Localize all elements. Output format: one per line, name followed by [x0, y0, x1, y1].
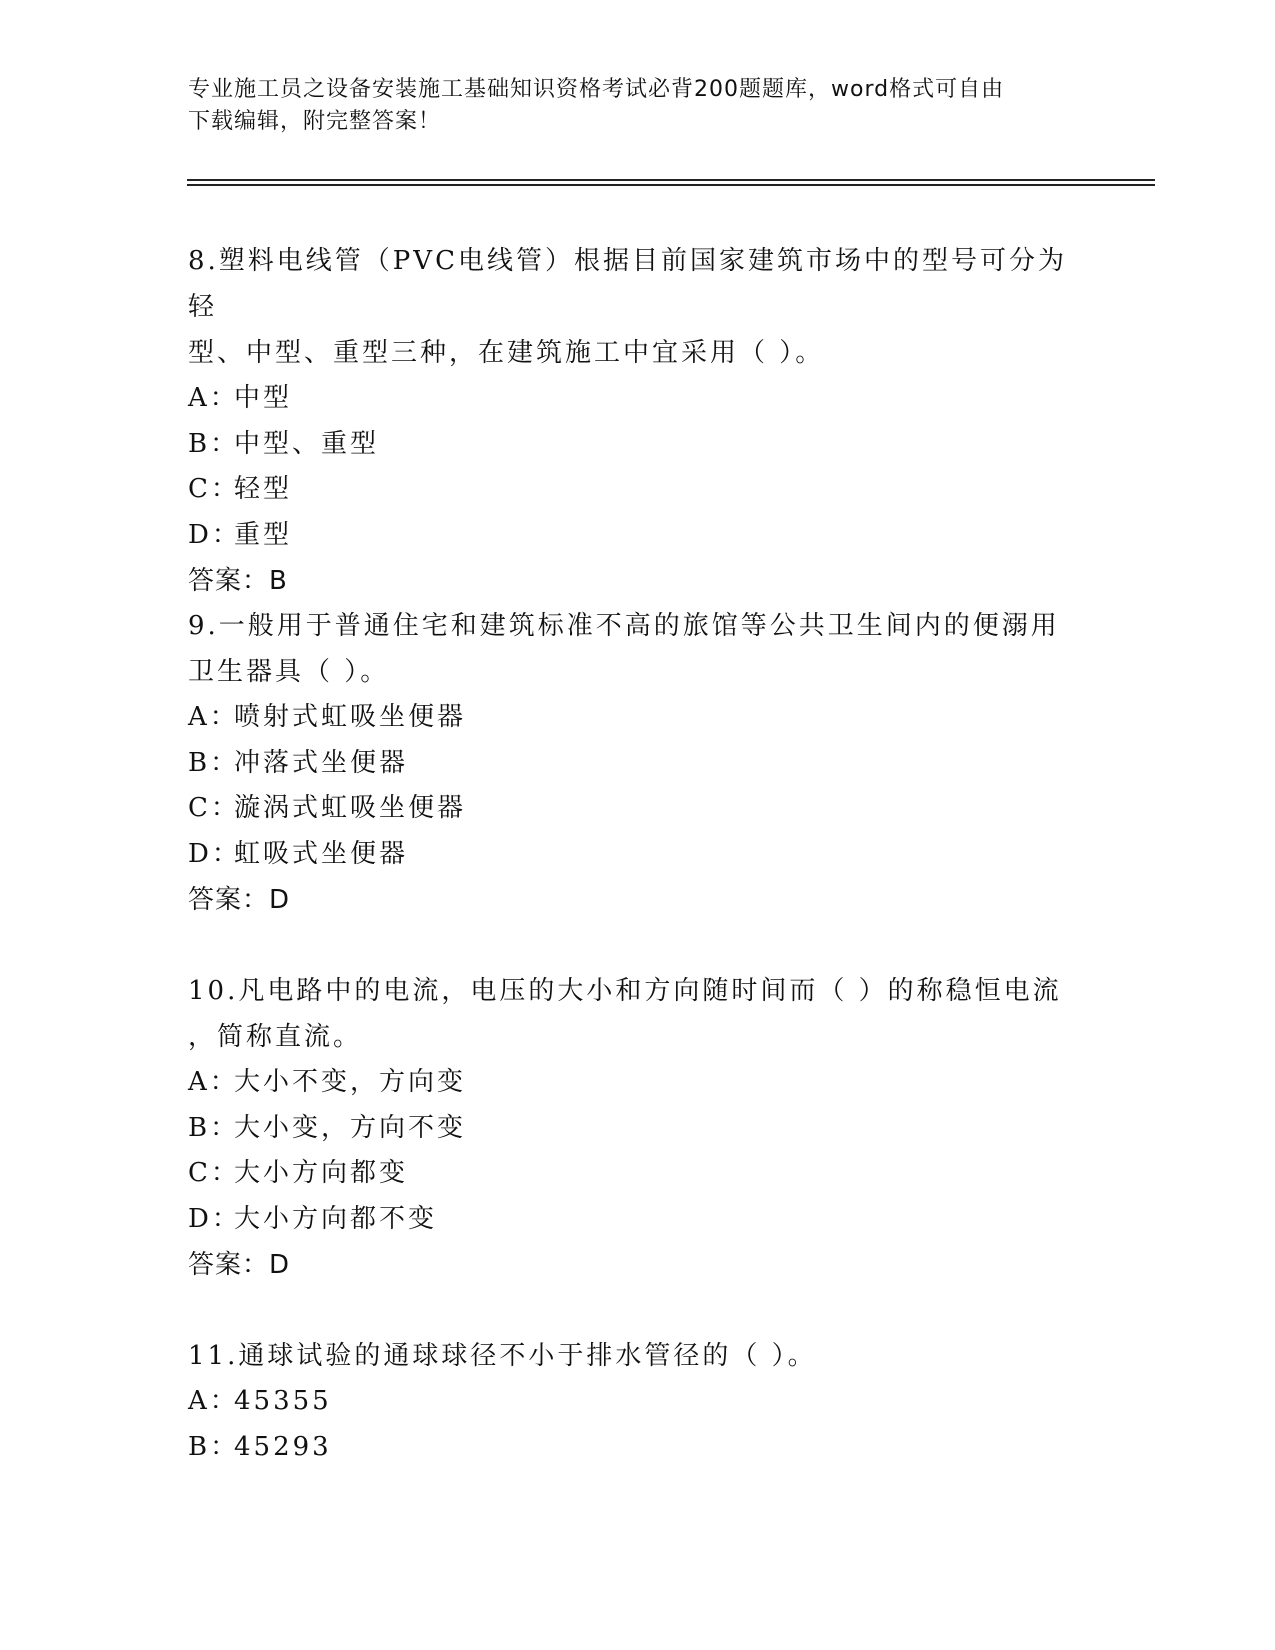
option-letter: B： — [188, 1112, 240, 1143]
stem-line: 卫生器具（ ）。 — [188, 657, 390, 687]
stem-line: ，简称直流。 — [188, 1022, 363, 1052]
option-b — [188, 741, 1088, 787]
option-letter: C： — [188, 793, 240, 823]
question-9 — [188, 603, 1088, 923]
question-stem — [188, 238, 1088, 376]
header-divider-top — [187, 179, 1155, 181]
option-text: 中型、重型 — [234, 428, 380, 459]
option-c — [188, 467, 1088, 513]
document-header — [188, 74, 1088, 138]
option-letter: C： — [188, 1158, 240, 1188]
option-letter: D： — [188, 519, 241, 550]
option-b — [188, 1425, 1088, 1471]
option-text: 漩涡式虹吸坐便器 — [234, 793, 467, 823]
stem-line: 8.塑料电线管（PVC电线管）根据目前国家建筑市场中的型号可分为轻 — [188, 246, 1067, 322]
option-b — [188, 422, 1088, 468]
answer-line: 答案：B — [188, 566, 288, 596]
option-a — [188, 1379, 1088, 1425]
option-text: 大小不变，方向变 — [234, 1067, 467, 1097]
option-letter: D： — [188, 838, 241, 869]
question-stem — [188, 1333, 1088, 1379]
option-letter: A： — [188, 1067, 239, 1097]
option-text: 轻型 — [234, 474, 293, 504]
option-letter: A： — [188, 702, 239, 732]
option-d — [188, 832, 1088, 878]
option-text: 大小方向都不变 — [234, 1203, 438, 1234]
option-letter: A： — [188, 1386, 239, 1416]
option-b — [188, 1106, 1088, 1152]
option-c — [188, 786, 1088, 832]
option-text: 虹吸式坐便器 — [234, 838, 409, 869]
option-text: 45355 — [234, 1386, 332, 1416]
option-c — [188, 1151, 1088, 1197]
stem-line: 10.凡电路中的电流，电压的大小和方向随时间而（ ）的称稳恒电流 — [188, 976, 1062, 1006]
header-line-1: 专业施工员之设备安装施工基础知识资格考试必背200题题库，word格式可自由 — [188, 77, 1005, 102]
option-letter: A： — [188, 383, 239, 413]
question-11 — [188, 1333, 1088, 1470]
option-text: 大小变，方向不变 — [234, 1112, 467, 1143]
option-a — [188, 695, 1088, 741]
header-divider-bottom — [187, 184, 1155, 186]
option-letter: C： — [188, 474, 240, 504]
question-stem — [188, 603, 1088, 695]
option-text: 冲落式坐便器 — [234, 747, 409, 778]
option-d — [188, 513, 1088, 559]
question-10 — [188, 968, 1088, 1288]
answer-line: 答案：D — [188, 885, 291, 915]
question-8 — [188, 238, 1088, 604]
stem-line: 型、中型、重型三种，在建筑施工中宜采用（ ）。 — [188, 338, 825, 368]
option-a — [188, 1060, 1088, 1106]
stem-line: 9.一般用于普通住宅和建筑标准不高的旅馆等公共卫生间内的便溺用 — [188, 611, 1060, 641]
option-text: 喷射式虹吸坐便器 — [234, 702, 467, 732]
option-letter: B： — [188, 1431, 240, 1462]
option-text: 大小方向都变 — [234, 1158, 409, 1188]
option-letter: B： — [188, 428, 240, 459]
option-letter: B： — [188, 747, 240, 778]
option-text: 45293 — [234, 1431, 332, 1462]
option-text: 中型 — [234, 383, 293, 413]
answer-line: 答案：D — [188, 1250, 291, 1280]
question-stem — [188, 968, 1088, 1060]
option-a — [188, 376, 1088, 422]
stem-line: 11.通球试验的通球球径不小于排水管径的（ ）。 — [188, 1341, 817, 1371]
option-letter: D： — [188, 1203, 241, 1234]
option-text: 重型 — [234, 519, 293, 550]
header-line-2: 下载编辑，附完整答案！ — [188, 109, 442, 134]
option-d — [188, 1197, 1088, 1243]
